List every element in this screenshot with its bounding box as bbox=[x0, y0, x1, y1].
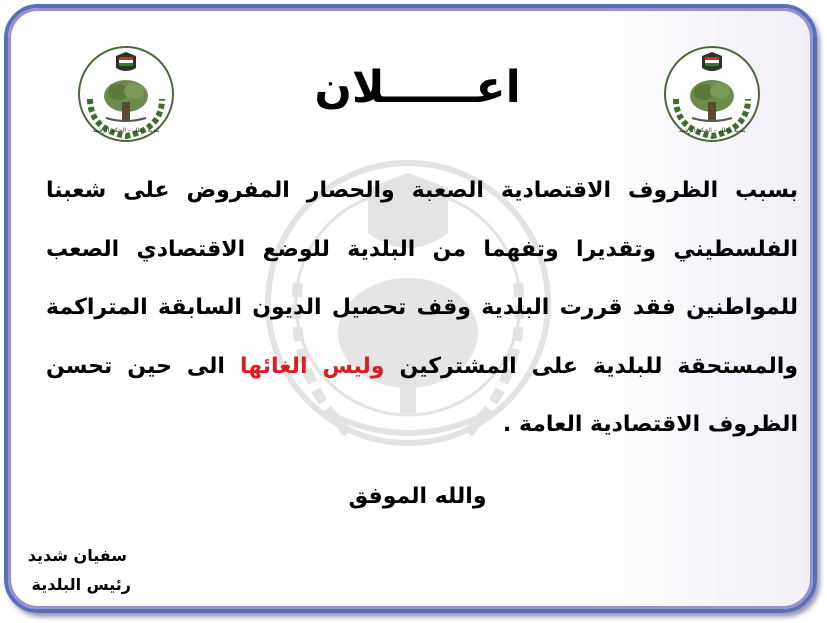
body-text-end: الى حين تحسن الظروف الاقتصادية العامة . bbox=[46, 353, 798, 437]
announcement-title: اعــــــلان bbox=[314, 62, 521, 113]
signatory-title: رئيس البلدية bbox=[31, 575, 131, 594]
announcement-body bbox=[46, 162, 798, 455]
seal-ring-text: بلدية عطار – الحكم الرشيد bbox=[92, 127, 160, 134]
closing-phrase: والله الموفق bbox=[348, 484, 487, 509]
body-text-start: بسبب الظروف الاقتصادية الصعبة والحصار المفروض على شعبنا الفلسطيني وتقديرا وتفهما من البلدية للوضع الاقتصادي الصعب للمواطنين فقد قررت البلدية وقف تحصيل الديون السابقة المتراكمة والمستحقة للبلدية على المشتركين bbox=[46, 178, 798, 379]
signatory-name: سفيان شديد bbox=[27, 546, 127, 565]
seal-ring-text: بلدية عطار – الحكم الرشيد bbox=[678, 127, 746, 134]
body-text-highlight: وليس الغائها bbox=[239, 353, 385, 379]
announcement-frame bbox=[4, 4, 817, 613]
